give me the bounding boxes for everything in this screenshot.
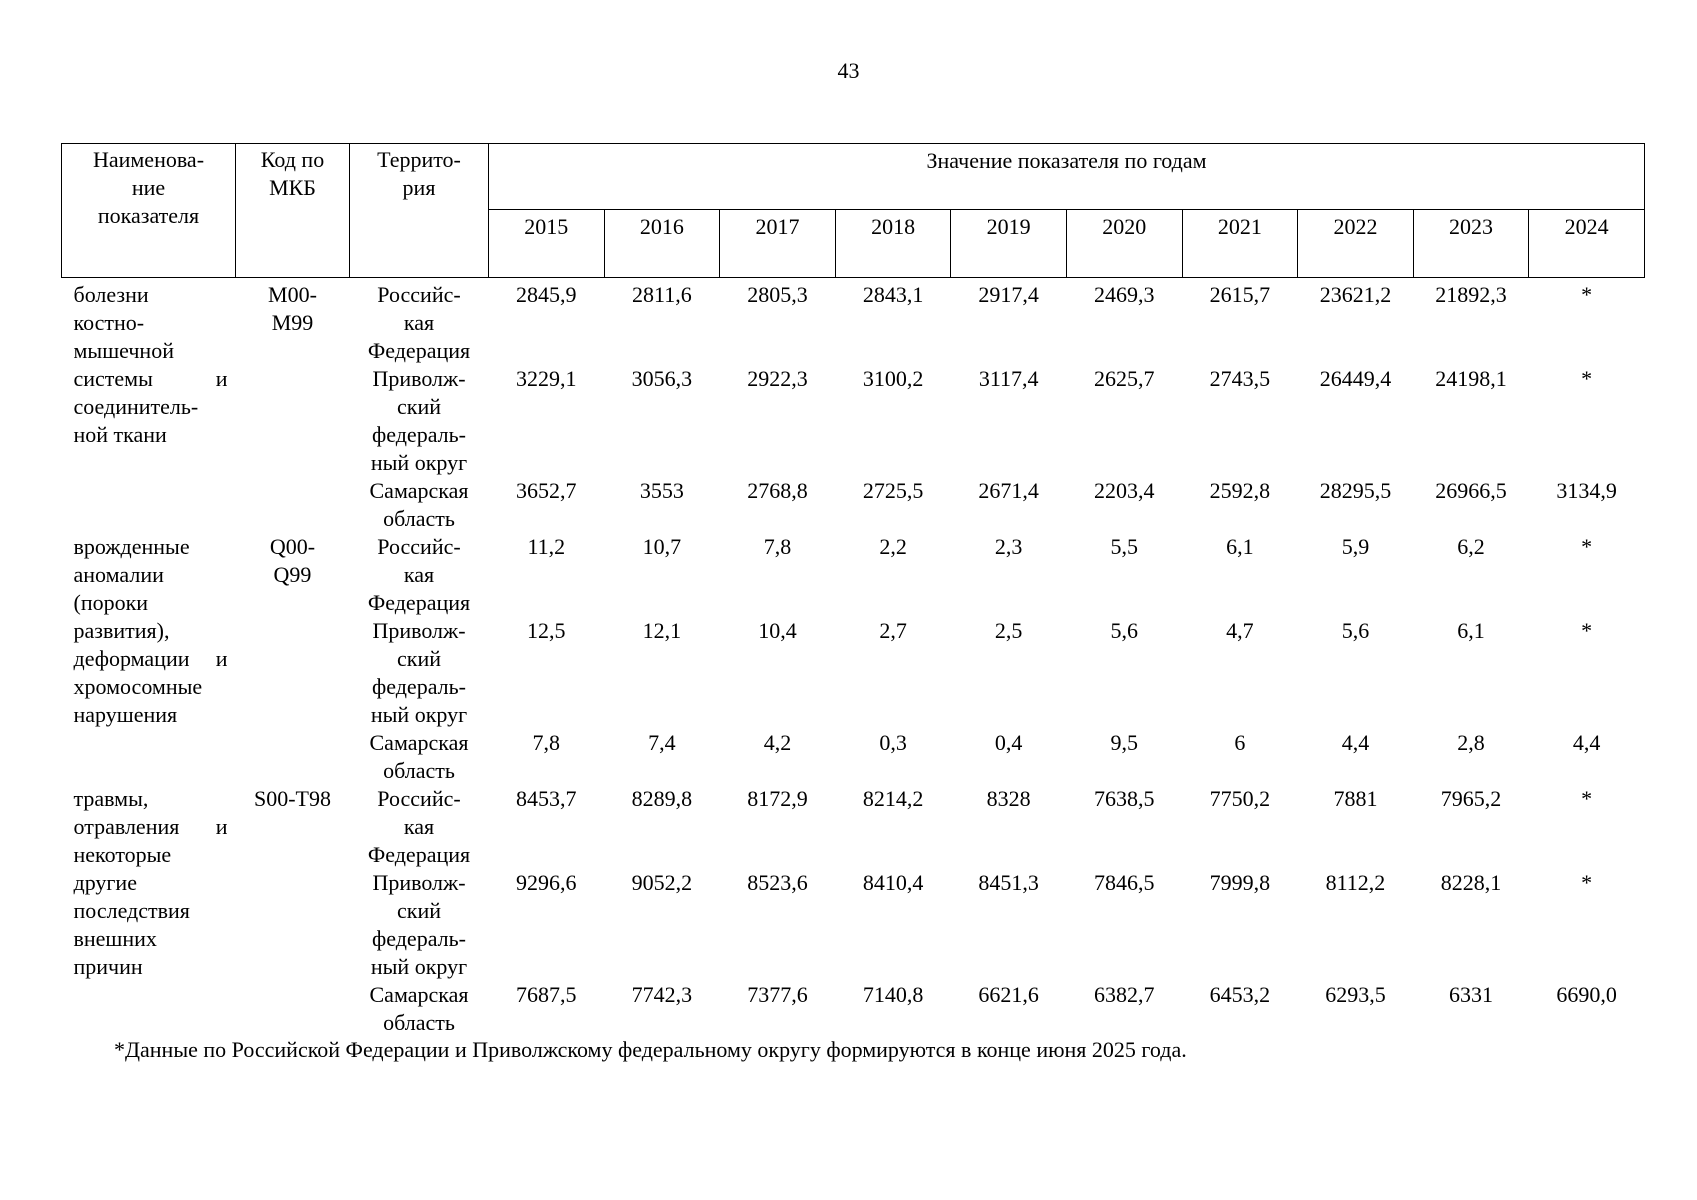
value-cell: 8214,2	[862, 786, 924, 811]
value-cell: 0,4	[994, 730, 1023, 755]
value-cell: 2,5	[994, 618, 1023, 643]
value-cell: 0,3	[879, 730, 907, 755]
indicator-name: болезни костно- мышечной системы и соединитель- ной ткани	[73, 282, 228, 447]
value-cell: 5,6	[1341, 618, 1370, 643]
value-cell: 5,9	[1341, 534, 1370, 559]
value-cell: 2,8	[1457, 730, 1485, 755]
table-row	[62, 785, 1645, 869]
year-header-2015: 2015	[489, 210, 605, 278]
value-cell: *	[1581, 870, 1593, 895]
value-cell: 7742,3	[631, 982, 693, 1007]
territory-cell: Приволж- ский федераль- ный округ	[370, 618, 468, 727]
header-name: Наименова- ние показателя	[62, 144, 236, 278]
value-cell: 7881	[1333, 786, 1378, 811]
header-code: Код по МКБ	[236, 144, 350, 278]
value-cell: 24198,1	[1435, 366, 1507, 391]
value-cell: 3134,9	[1556, 478, 1617, 503]
value-cell: 2743,5	[1209, 366, 1271, 391]
value-cell: 9,5	[1110, 730, 1139, 755]
indicator-name: травмы, отравления и некоторые другие последствия внешних причин	[73, 786, 228, 979]
value-cell: 4,7	[1226, 618, 1254, 643]
year-header-2017: 2017	[720, 210, 836, 278]
value-cell: 2811,6	[632, 282, 692, 307]
value-cell: 8112,2	[1325, 870, 1386, 895]
year-header-2019: 2019	[951, 210, 1067, 278]
value-cell: 10,4	[758, 618, 797, 643]
value-cell: 2922,3	[747, 366, 808, 391]
value-cell: 2805,3	[747, 282, 808, 307]
value-cell: 9052,2	[631, 870, 693, 895]
value-cell: 4,2	[763, 730, 792, 755]
footnote: *Данные по Российской Федерации и Приволжскому федеральному округу формируются в конце июня 2025 года.	[114, 1037, 1187, 1062]
year-header-2022: 2022	[1298, 210, 1414, 278]
value-cell: *	[1581, 534, 1593, 559]
value-cell: 10,7	[642, 534, 682, 559]
value-cell: 2625,7	[1094, 366, 1155, 391]
value-cell: 6,1	[1457, 618, 1485, 643]
year-header-2018: 2018	[835, 210, 951, 278]
icd-code: M00- M99	[268, 282, 317, 335]
value-cell: 7,8	[763, 534, 792, 559]
table-row	[62, 278, 1645, 366]
value-cell: 2592,8	[1209, 478, 1271, 503]
value-cell: 7687,5	[516, 982, 577, 1007]
value-cell: 3652,7	[516, 478, 577, 503]
year-header-2020: 2020	[1066, 210, 1182, 278]
value-cell: 3056,3	[631, 366, 693, 391]
value-cell: 21892,3	[1435, 282, 1507, 307]
value-cell: *	[1581, 786, 1593, 811]
header-years-title: Значение показателя по годам	[489, 144, 1645, 210]
value-cell: 6331	[1449, 982, 1494, 1007]
value-cell: 7965,2	[1440, 786, 1502, 811]
icd-code: Q00- Q99	[269, 534, 316, 587]
year-header-2023: 2023	[1413, 210, 1529, 278]
value-cell: 6	[1234, 730, 1246, 755]
value-cell: 6690,0	[1556, 982, 1617, 1007]
value-cell: 7377,6	[747, 982, 808, 1007]
value-cell: 8410,4	[862, 870, 924, 895]
icd-code: S00-T98	[254, 786, 331, 811]
indicator-name: врожденные аномалии (пороки развития), деформации и хромосомные нарушения	[73, 534, 228, 727]
value-cell: 7140,8	[862, 982, 924, 1007]
value-cell: 4,4	[1341, 730, 1370, 755]
value-cell: 7,4	[648, 730, 676, 755]
value-cell: 3100,2	[862, 366, 924, 391]
value-cell: 3117,4	[978, 366, 1039, 391]
value-cell: 2725,5	[862, 478, 924, 503]
value-cell: 5,5	[1110, 534, 1139, 559]
value-cell: 26966,5	[1435, 478, 1507, 503]
value-cell: 2671,4	[978, 478, 1039, 503]
territory-cell: Самарская область	[369, 478, 469, 531]
page-number: 43	[837, 58, 860, 83]
value-cell: 7750,2	[1209, 786, 1271, 811]
value-cell: *	[1581, 618, 1593, 643]
year-header-2021: 2021	[1182, 210, 1298, 278]
value-cell: 2,2	[879, 534, 907, 559]
indicator-table	[61, 143, 1645, 1037]
value-cell: 2845,9	[516, 282, 577, 307]
territory-cell: Российс- кая Федерация	[367, 786, 471, 867]
value-cell: 2768,8	[747, 478, 808, 503]
value-cell: 7,8	[532, 730, 561, 755]
value-cell: 8289,8	[631, 786, 693, 811]
value-cell: 5,6	[1110, 618, 1139, 643]
value-cell: 2615,7	[1209, 282, 1271, 307]
value-cell: 8451,3	[978, 870, 1039, 895]
value-cell: 2917,4	[978, 282, 1039, 307]
value-cell: 6,1	[1226, 534, 1254, 559]
value-cell: *	[1581, 282, 1593, 307]
value-cell: 12,5	[527, 618, 566, 643]
value-cell: 2469,3	[1094, 282, 1155, 307]
value-cell: 8172,9	[747, 786, 808, 811]
value-cell: 11,2	[527, 534, 566, 559]
value-cell: 7999,8	[1209, 870, 1271, 895]
header-territory: Террито- рия	[350, 144, 489, 278]
value-cell: 2203,4	[1094, 478, 1155, 503]
territory-cell: Самарская область	[369, 730, 469, 783]
value-cell: 6453,2	[1209, 982, 1271, 1007]
value-cell: 8523,6	[747, 870, 808, 895]
territory-cell: Российс- кая Федерация	[367, 282, 471, 363]
value-cell: 7638,5	[1094, 786, 1155, 811]
territory-cell: Самарская область	[369, 982, 469, 1035]
value-cell: 2,7	[879, 618, 907, 643]
table-body	[62, 278, 1645, 1038]
value-cell: 8228,1	[1440, 870, 1502, 895]
value-cell: 7846,5	[1094, 870, 1155, 895]
value-cell: 6,2	[1457, 534, 1485, 559]
value-cell: 8453,7	[516, 786, 577, 811]
value-cell: 6621,6	[978, 982, 1039, 1007]
value-cell: 28295,5	[1319, 478, 1392, 503]
header-row-top	[62, 144, 1645, 210]
value-cell: 6382,7	[1094, 982, 1155, 1007]
value-cell: 2,3	[994, 534, 1023, 559]
value-cell: 2843,1	[862, 282, 924, 307]
value-cell: 6293,5	[1325, 982, 1386, 1007]
table-row	[62, 533, 1645, 617]
value-cell: 12,1	[642, 618, 682, 643]
value-cell: 26449,4	[1319, 366, 1392, 391]
value-cell: 3229,1	[516, 366, 577, 391]
territory-cell: Приволж- ский федераль- ный округ	[370, 366, 468, 475]
territory-cell: Приволж- ский федераль- ный округ	[370, 870, 468, 979]
value-cell: 9296,6	[516, 870, 577, 895]
value-cell: 4,4	[1572, 730, 1601, 755]
value-cell: *	[1581, 366, 1593, 391]
year-header-2024: 2024	[1529, 210, 1645, 278]
year-header-2016: 2016	[604, 210, 720, 278]
value-cell: 23621,2	[1319, 282, 1392, 307]
value-cell: 8328	[986, 786, 1031, 811]
value-cell: 3553	[639, 478, 684, 503]
territory-cell: Российс- кая Федерация	[367, 534, 471, 615]
